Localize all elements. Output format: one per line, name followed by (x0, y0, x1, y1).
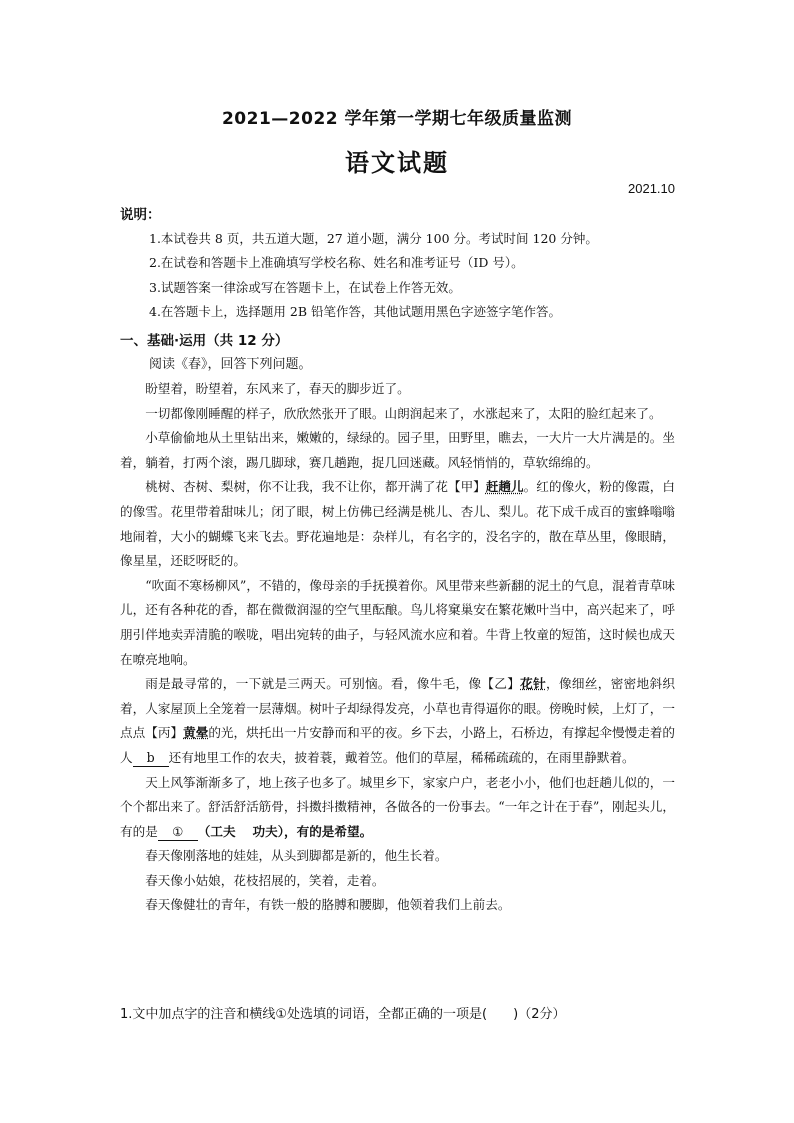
passage-paragraph: 小草偷偷地从土里钻出来，嫩嫩的，绿绿的。园子里，田野里，瞧去，一大片一大片满是的。坐着，躺着，打两个滚，踢几脚球，赛几趟跑，捉几回迷藏。风轻悄悄的，草软绵绵的。 (120, 430, 675, 470)
passage-paragraph: 春天像健壮的青年，有铁一般的胳膊和腰脚，他领着我们上前去。 (145, 897, 511, 913)
paragraph-text: 。红的像火，粉的像霞，白的像雪。花里带着甜味儿；闭了眼，树上仿佛已经满是桃儿、杏儿、梨儿。花下成千成百的蜜蜂嗡嗡地闹着，大小的蝴蝶飞来飞去。野花遍地是：杂样儿，有名字的，没名字的，散在草丛里，像眼睛，像星星，还眨呀眨的。 (120, 479, 676, 569)
paragraph-text: 天上风筝渐渐多了，地上孩子也多了。城里乡下，家家户户，老老小小，他们也赶趟儿似的，一个个都出来了。舒活舒活筋骨，抖擞抖擞精神，各做各的一份事去。“一年之计在于春”，刚起头儿，有的是 (120, 774, 675, 839)
notes-list (149, 230, 689, 327)
note-item: 3.试题答案一律涂或写在答题卡上，在试卷上作答无效。 (149, 279, 461, 295)
paragraph-text: ，像细丝，密密地斜织着，人家屋顶上全笼着一层薄烟。树叶子却绿得发亮，小草也青得逼你的眼。傍晚时候，上灯了，一点点【丙】 (120, 676, 676, 741)
fill-blank-b: b (133, 750, 169, 767)
reading-passage (120, 377, 675, 918)
exam-subtitle: 语文试题 (345, 149, 449, 177)
passage-paragraph (120, 672, 675, 770)
note-item: 4.在答题卡上，选择题用 2B 铅笔作答，其他试题用黑色字迹签字笔作答。 (149, 303, 562, 319)
passage-paragraph (120, 771, 675, 845)
passage-paragraph: 盼望着，盼望着，东风来了，春天的脚步近了。 (145, 381, 410, 396)
paragraph-text: 桃树、杏树、梨树，你不让我，我不让你，都开满了花【甲】 (145, 479, 486, 495)
fill-blank-1: ① (158, 824, 198, 841)
paragraph-text: 还有地里工作的农夫，披着蓑，戴着笠。他们的草屋，稀稀疏疏的，在雨里静默着。 (168, 749, 635, 765)
note-item: 1.本试卷共 8 页，共五道大题，27 道小题，满分 100 分。考试时间 120 分钟。 (149, 231, 598, 246)
passage-paragraph: 春天像刚落地的娃娃，从头到脚都是新的，他生长着。 (145, 848, 448, 864)
section-instruction: 阅读《春》，回答下列问题。 (149, 357, 312, 372)
passage-paragraph (120, 475, 675, 573)
exam-title: 2021—2022 学年第一学期七年级质量监测 (221, 109, 573, 129)
passage-paragraph: “吹面不寒杨柳风”，不错的，像母亲的手抚摸着你。风里带来些新翻的泥土的气息，混着青草味儿，还有各种花的香，都在微微润湿的空气里酝酿。鸟儿将窠巢安在繁花嫩叶当中，高兴起来了，呼朋引伴地卖弄清脆的喉咙，唱出宛转的曲子，与轻风流水应和着。牛背上牧童的短笛，这时候也成天在嘹亮地响。 (120, 577, 675, 667)
note-item: 2.在试卷和答题卡上准确填写学校名称、姓名和准考证号（ID 号）。 (149, 255, 524, 271)
passage-paragraph: 一切都像刚睡醒的样子，欣欣然张开了眼。山朗润起来了，水涨起来了，太阳的脸红起来了。 (145, 405, 662, 421)
section-heading: 一、基础·运用（共 12 分） (120, 333, 289, 349)
exam-date: 2021.10 (628, 181, 675, 196)
paragraph-text: 雨是最寻常的，一下就是三两天。可别恼。看，像牛毛，像【乙】 (145, 676, 521, 692)
marked-word: 黄晕 (183, 725, 209, 741)
notes-heading: 说明： (120, 207, 161, 223)
passage-paragraph: 春天像小姑娘，花枝招展的，笑着，走着。 (145, 872, 385, 888)
marked-word: 赶趟儿 (485, 479, 524, 495)
word-choice: （工夫 功夫），有的是希望。 (197, 823, 373, 839)
question-1: 1.文中加点字的注音和横线①处选填的词语，全都正确的一项是( )（2分） (120, 1007, 566, 1022)
marked-word: 花针 (520, 676, 547, 692)
paragraph-text: 的光，烘托出一片安静而和平的夜。乡下去，小路上，石桥边，有撑起伞慢慢走着的人 (120, 725, 676, 765)
